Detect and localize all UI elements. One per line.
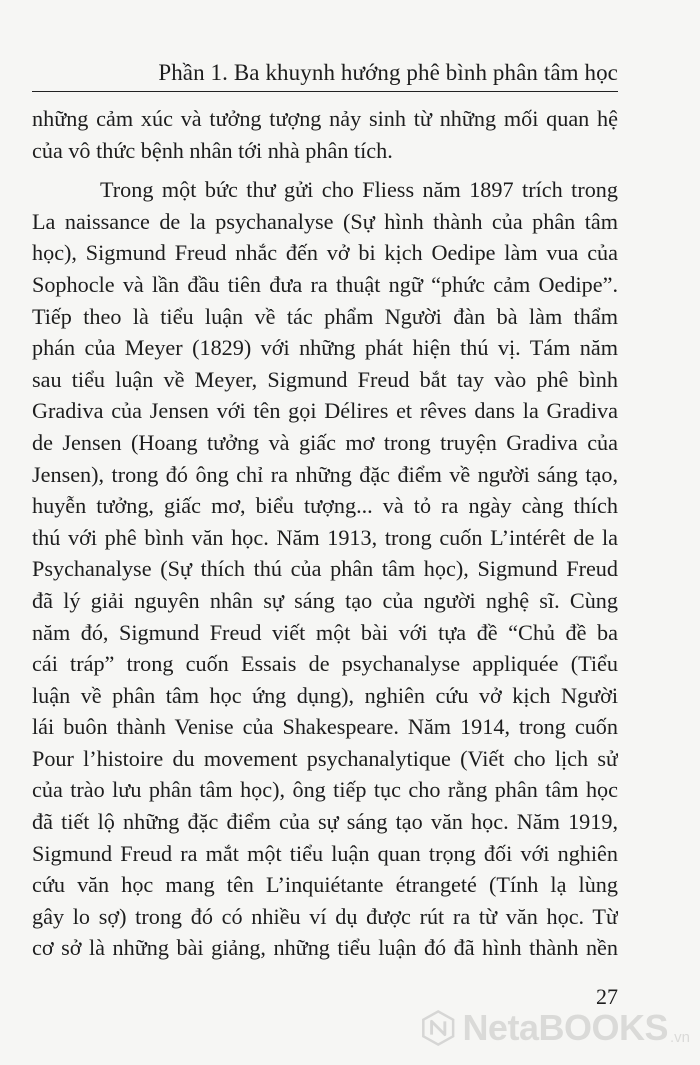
text-line: Sigmund Freud ra mắt một tiểu luận quan trọng đối với nghiên (32, 840, 618, 866)
text-line: cơ sở là những bài giảng, những tiểu luận đó đã hình thành nền (32, 935, 618, 961)
text-line: những cảm xúc và tưởng tượng nảy sinh từ những mối quan hệ (32, 106, 618, 131)
text-line: học), Sigmund Freud nhắc đến vở bi kịch Oedipe làm vua của (32, 240, 618, 266)
text-line: của vô thức bệnh nhân tới nhà phân tích. (32, 137, 393, 163)
text-line: Jensen), trong đó ông chỉ ra những đặc điểm về người sáng tạo, (32, 461, 618, 487)
body-text (32, 103, 618, 964)
text-line: sau tiểu luận về Meyer, Sigmund Freud bắt tay vào phê bình (32, 366, 618, 392)
text-line: Gradiva của Jensen với tên gọi Délires et rêves dans la Gradiva (32, 398, 618, 424)
header-rule (32, 91, 618, 92)
watermark-suffix: .vn (669, 1029, 690, 1046)
text-line: huyễn tưởng, giấc mơ, biểu tượng... và tỏ ra ngày càng thích (32, 493, 618, 519)
text-line: đã lý giải nguyên nhân sự sáng tạo của người nghệ sĩ. Cùng (32, 587, 618, 613)
text-line: năm đó, Sigmund Freud viết một bài với tựa đề “Chủ đề ba (32, 619, 618, 645)
text-line: cứu văn học mang tên L’inquiétante étrangeté (Tính lạ lùng (32, 872, 618, 898)
text-line: đã tiết lộ những đặc điểm của sự sáng tạo văn học. Năm 1919, (32, 809, 618, 835)
page-number: 27 (596, 984, 618, 1009)
text-line: của trào lưu phân tâm học), ông tiếp tục cho rằng phân tâm học (32, 777, 618, 803)
watermark-brand: NetaBOOKS (462, 1007, 668, 1048)
text-line: La naissance de la psychanalyse (Sự hình thành của phân tâm (32, 208, 618, 234)
text-line: gây lo sợ) trong đó có nhiều ví dụ được rút ra từ văn học. Từ (32, 903, 618, 929)
watermark (420, 1000, 690, 1056)
text-line: Pour l’histoire du movement psychanalytique (Viết cho lịch sử (32, 745, 618, 771)
text-line: luận về phân tâm học ứng dụng), nghiên cứu vở kịch Người (32, 682, 618, 708)
running-header: Phần 1. Ba khuynh hướng phê bình phân tâm học (158, 60, 618, 85)
text-line: de Jensen (Hoang tưởng và giấc mơ trong truyện Gradiva của (32, 429, 618, 455)
text-line: thú với phê bình văn học. Năm 1913, trong cuốn L’intérêt de la (32, 524, 618, 550)
text-line: Tiếp theo là tiểu luận về tác phẩm Người đàn bà làm thẩm (32, 303, 618, 329)
paragraph-gap (32, 166, 618, 174)
text-line: cái tráp” trong cuốn Essais de psychanalyse appliquée (Tiểu (32, 651, 618, 677)
text-line: Sophocle và lần đầu tiên đưa ra thuật ngữ “phức cảm Oedipe”. (32, 271, 618, 297)
text-line: Psychanalyse (Sự thích thú của phân tâm học), Sigmund Freud (32, 556, 618, 582)
text-line: phán của Meyer (1829) với những phát hiện thú vị. Tám năm (32, 335, 618, 361)
netabooks-logo-icon (420, 1006, 456, 1050)
text-line: lái buôn thành Venise của Shakespeare. Năm 1914, trong cuốn (32, 714, 618, 740)
text-line: Trong một bức thư gửi cho Fliess năm 1897 trích trong (100, 177, 618, 203)
